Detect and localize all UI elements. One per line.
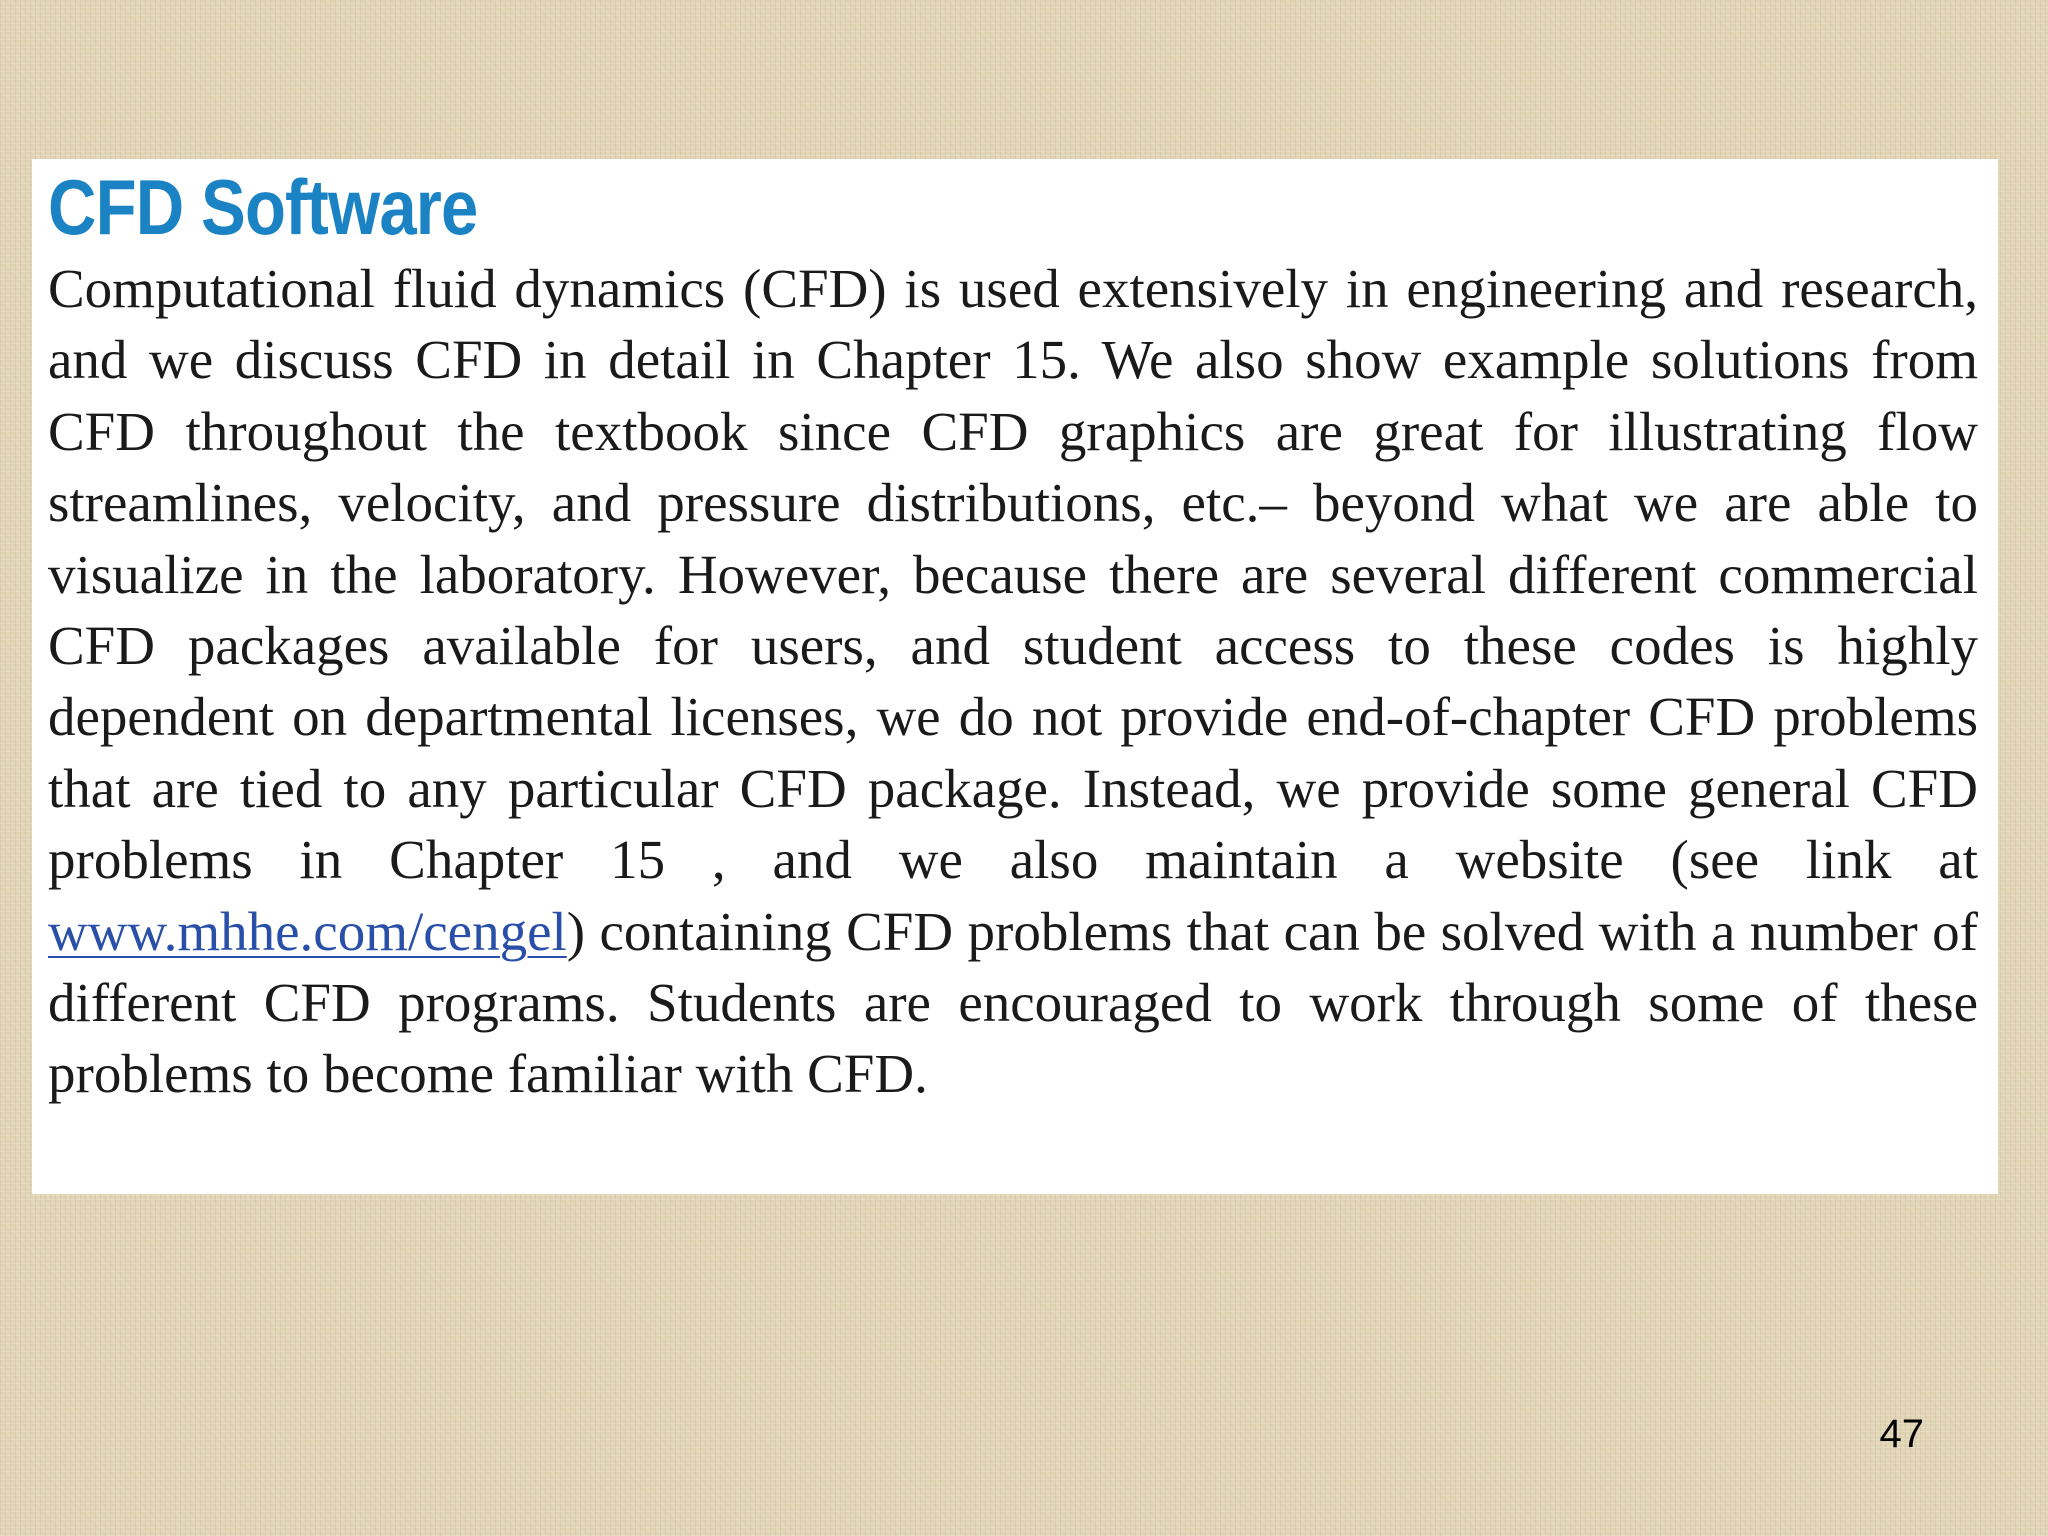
paragraph-text-part1: Computational fluid dynamics (CFD) is used extensively in engineering and research, and we discuss CFD in detail in Chapter 15. We also show example solutions from CFD throughout the textbook since CFD graphics are great for illustrating flow streamlines, velocity, and pressure distributions, etc.– beyond what we are able to visualize in the laboratory. However, because there are several different commercial CFD packages available for users, and student access to these codes is highly dependent on departmental licenses, we do not provide end-of-chapter CFD problems that are tied to any particular CFD package. Instead, we provide some general CFD problems in Chapter 15 , and we also maintain a website (see link at bbox=[48, 258, 1978, 891]
page-number: 47 bbox=[1879, 1412, 1924, 1456]
paragraph-text-part2: ) containing CFD problems that can be solved with a number of different CFD programs. Students are encouraged to work through some of these problems to become familiar with CFD. bbox=[48, 900, 1978, 1105]
panel-title: CFD Software bbox=[48, 163, 478, 251]
textbook-excerpt-panel bbox=[32, 159, 1998, 1194]
body-paragraph bbox=[48, 253, 1978, 1110]
website-link[interactable]: www.mhhe.com/cengel bbox=[48, 900, 567, 962]
